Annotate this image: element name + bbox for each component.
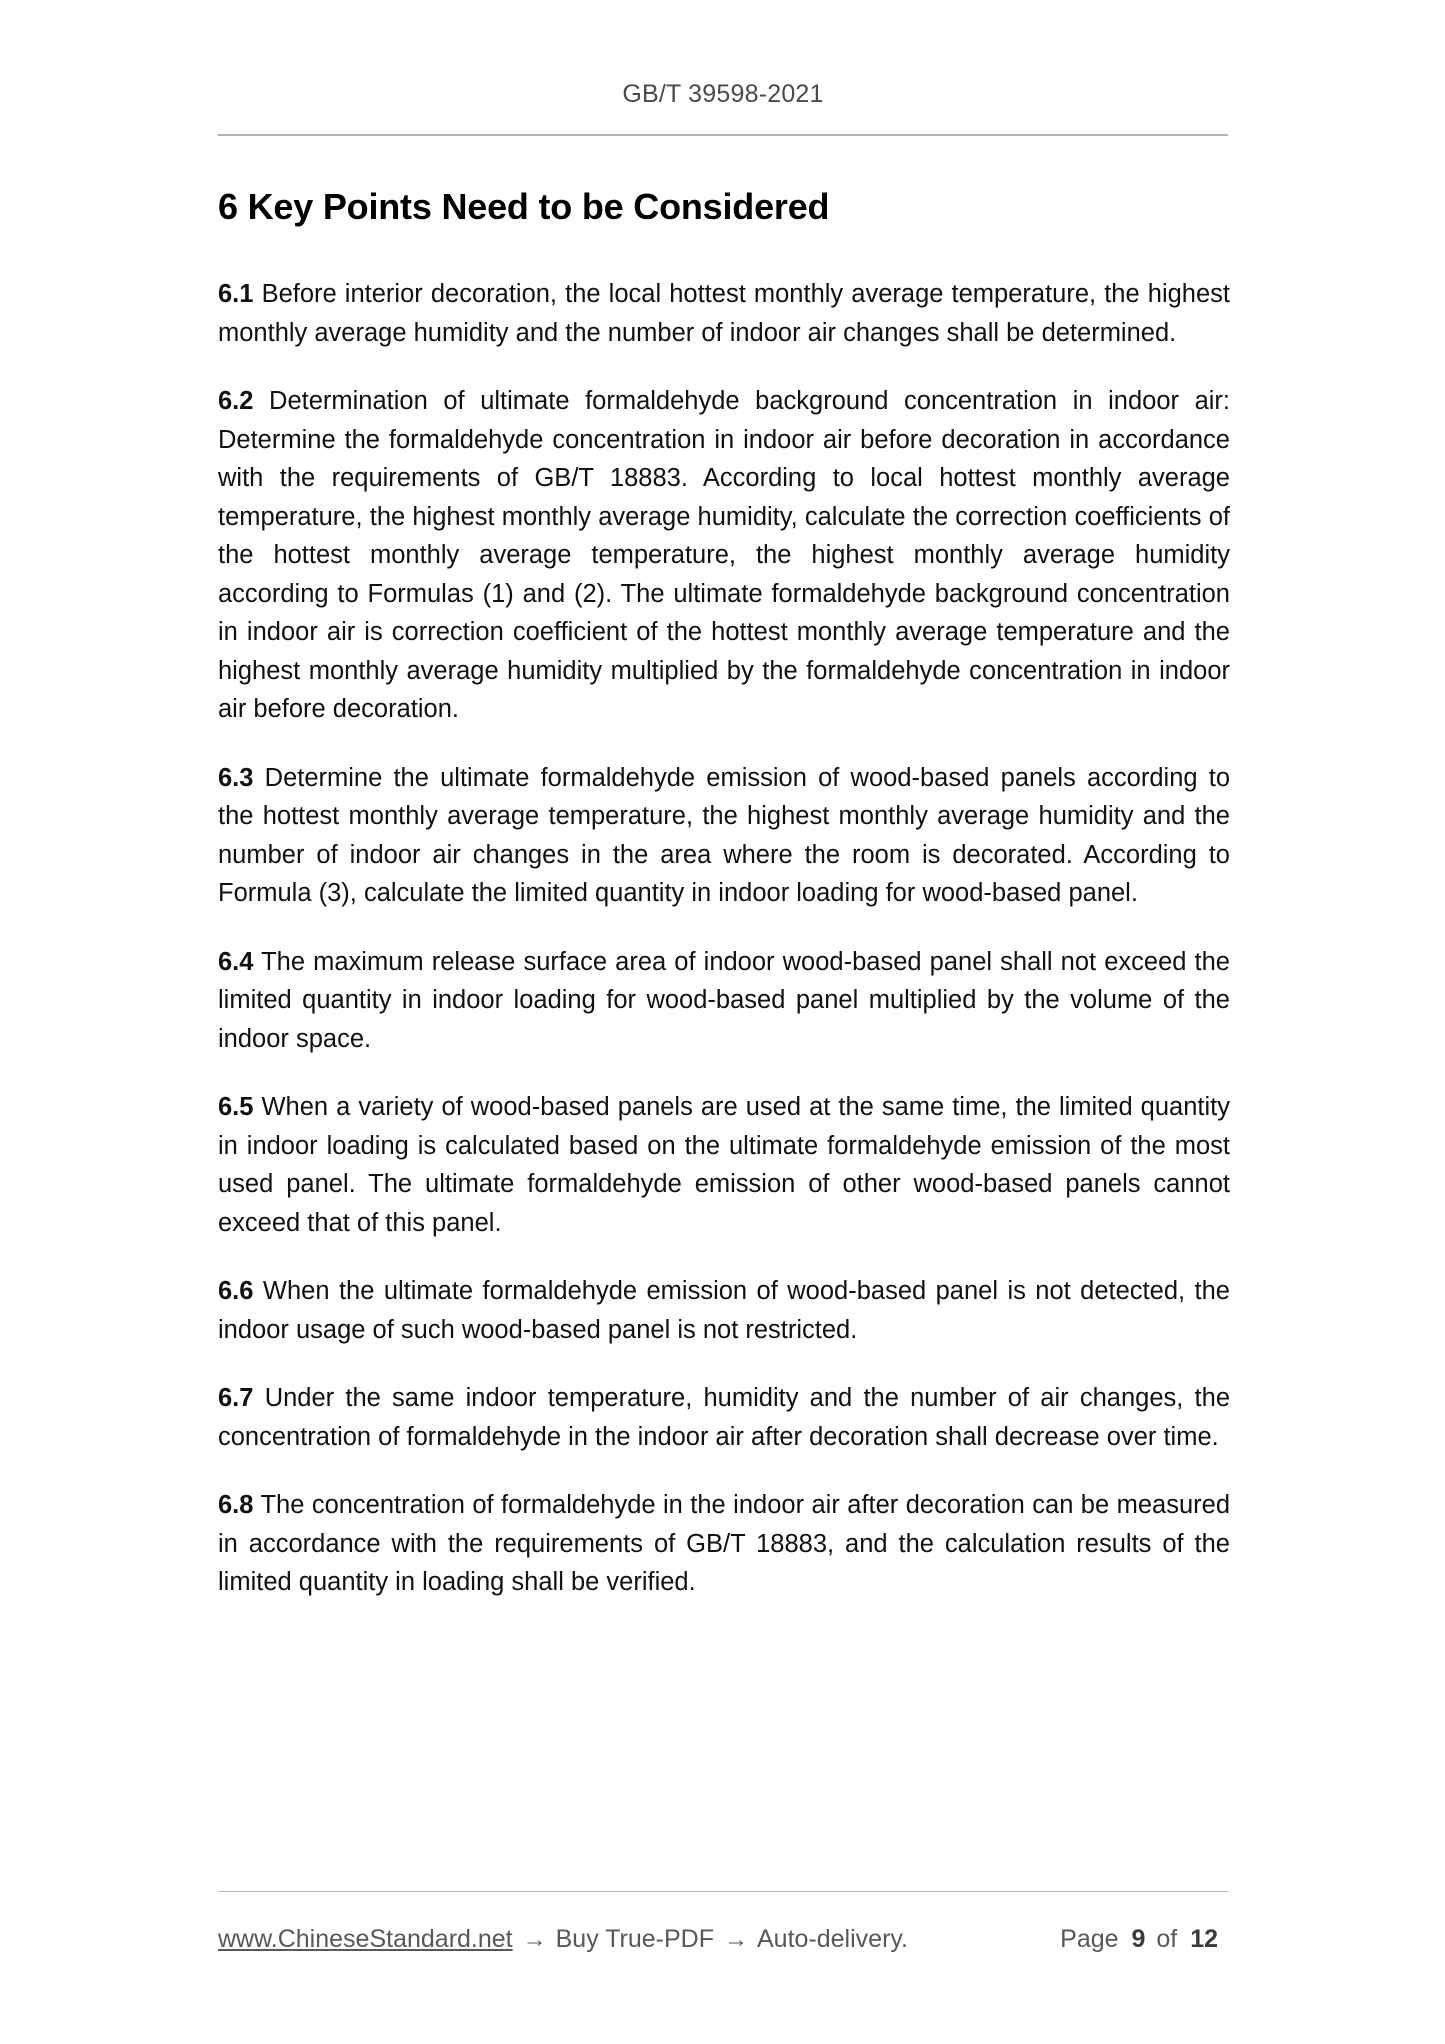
- clause-text: When the ultimate formaldehyde emission of wood-based panel is not detected, the indoor usage of such wood-based panel is not restricted.: [218, 1277, 1230, 1344]
- clause-6-3: [218, 759, 1230, 913]
- clause-6-2: [218, 382, 1230, 729]
- clause-text: The maximum release surface area of indoor wood-based panel shall not exceed the limited quantity in indoor loading for wood-based panel multiplied by the volume of the indoor space.: [218, 947, 1230, 1053]
- clause-6-5: [218, 1088, 1230, 1242]
- clause-number: 6.6: [218, 1277, 254, 1306]
- clause-number: 6.2: [218, 387, 254, 416]
- footer-promo: [218, 1925, 908, 1954]
- clause-6-1: [218, 275, 1230, 352]
- clause-6-8: [218, 1486, 1230, 1602]
- clause-text: Determine the ultimate formaldehyde emission of wood-based panels according to the hottest monthly average temperature, the highest monthly average humidity and the number of indoor air changes in the area where the room is decorated. According to Formula (3), calculate the limited quantity in indoor loading for wood-based panel.: [218, 763, 1231, 908]
- page-title: 6 Key Points Need to be Considered: [218, 186, 830, 227]
- clause-number: 6.5: [218, 1093, 254, 1122]
- clause-6-7: [218, 1379, 1230, 1456]
- arrow-right-icon: →: [724, 1926, 748, 1953]
- arrow-right-icon: →: [522, 1926, 547, 1953]
- current-page-number: 9: [1131, 1925, 1146, 1953]
- total-page-number: 12: [1190, 1925, 1218, 1953]
- page-indicator: [1060, 1925, 1228, 1954]
- footer-buy-label: Buy True-PDF: [555, 1925, 714, 1953]
- clause-number: 6.7: [218, 1384, 254, 1413]
- clause-text: When a variety of wood-based panels are used at the same time, the limited quantity in indoor loading is calculated based on the ultimate formaldehyde emission of the most used panel. The ultimate formaldehyde emission of other wood-based panels cannot exceed that of this panel.: [218, 1093, 1230, 1237]
- standard-code: GB/T 39598-2021: [622, 80, 824, 108]
- of-word: of: [1156, 1925, 1178, 1953]
- header-divider: [218, 134, 1228, 136]
- chinesestandard-link[interactable]: www.ChineseStandard.net: [218, 1925, 513, 1953]
- clause-text: Determination of ultimate formaldehyde background concentration in indoor air: Determine the formaldehyde concentration in indoor air before decoration in accordance with the requirements of GB/T 18883. According to local hottest monthly average temperature, the highest monthly average humidity, calculate the correction coefficients of the hottest monthly average temperature, the highest monthly average humidity according to Formulas (1) and (2). The ultimate formaldehyde background concentration in indoor air is correction coefficient of the hottest monthly average temperature and the highest monthly average humidity multiplied by the formaldehyde concentration in indoor air before decoration.: [218, 387, 1231, 724]
- page-footer: [218, 1925, 1228, 1954]
- clause-number: 6.3: [218, 763, 254, 792]
- footer-delivery-label: Auto-delivery.: [757, 1925, 908, 1953]
- clause-6-4: [218, 943, 1230, 1059]
- page-header: [218, 80, 1228, 109]
- clause-number: 6.4: [218, 947, 254, 976]
- clause-number: 6.1: [218, 280, 254, 309]
- footer-divider: [218, 1891, 1228, 1892]
- clause-text: Before interior decoration, the local hottest monthly average temperature, the highest monthly average humidity and the number of indoor air changes shall be determined.: [218, 280, 1230, 347]
- clause-text: The concentration of formaldehyde in the indoor air after decoration can be measured in accordance with the requirements of GB/T 18883, and the calculation results of the limited quantity in loading shall be verified.: [218, 1491, 1231, 1597]
- clause-text: Under the same indoor temperature, humidity and the number of air changes, the concentration of formaldehyde in the indoor air after decoration shall decrease over time.: [218, 1384, 1231, 1451]
- clause-number: 6.8: [218, 1491, 254, 1520]
- document-body: [218, 186, 1230, 1602]
- page-word: Page: [1060, 1925, 1119, 1953]
- clause-6-6: [218, 1272, 1230, 1349]
